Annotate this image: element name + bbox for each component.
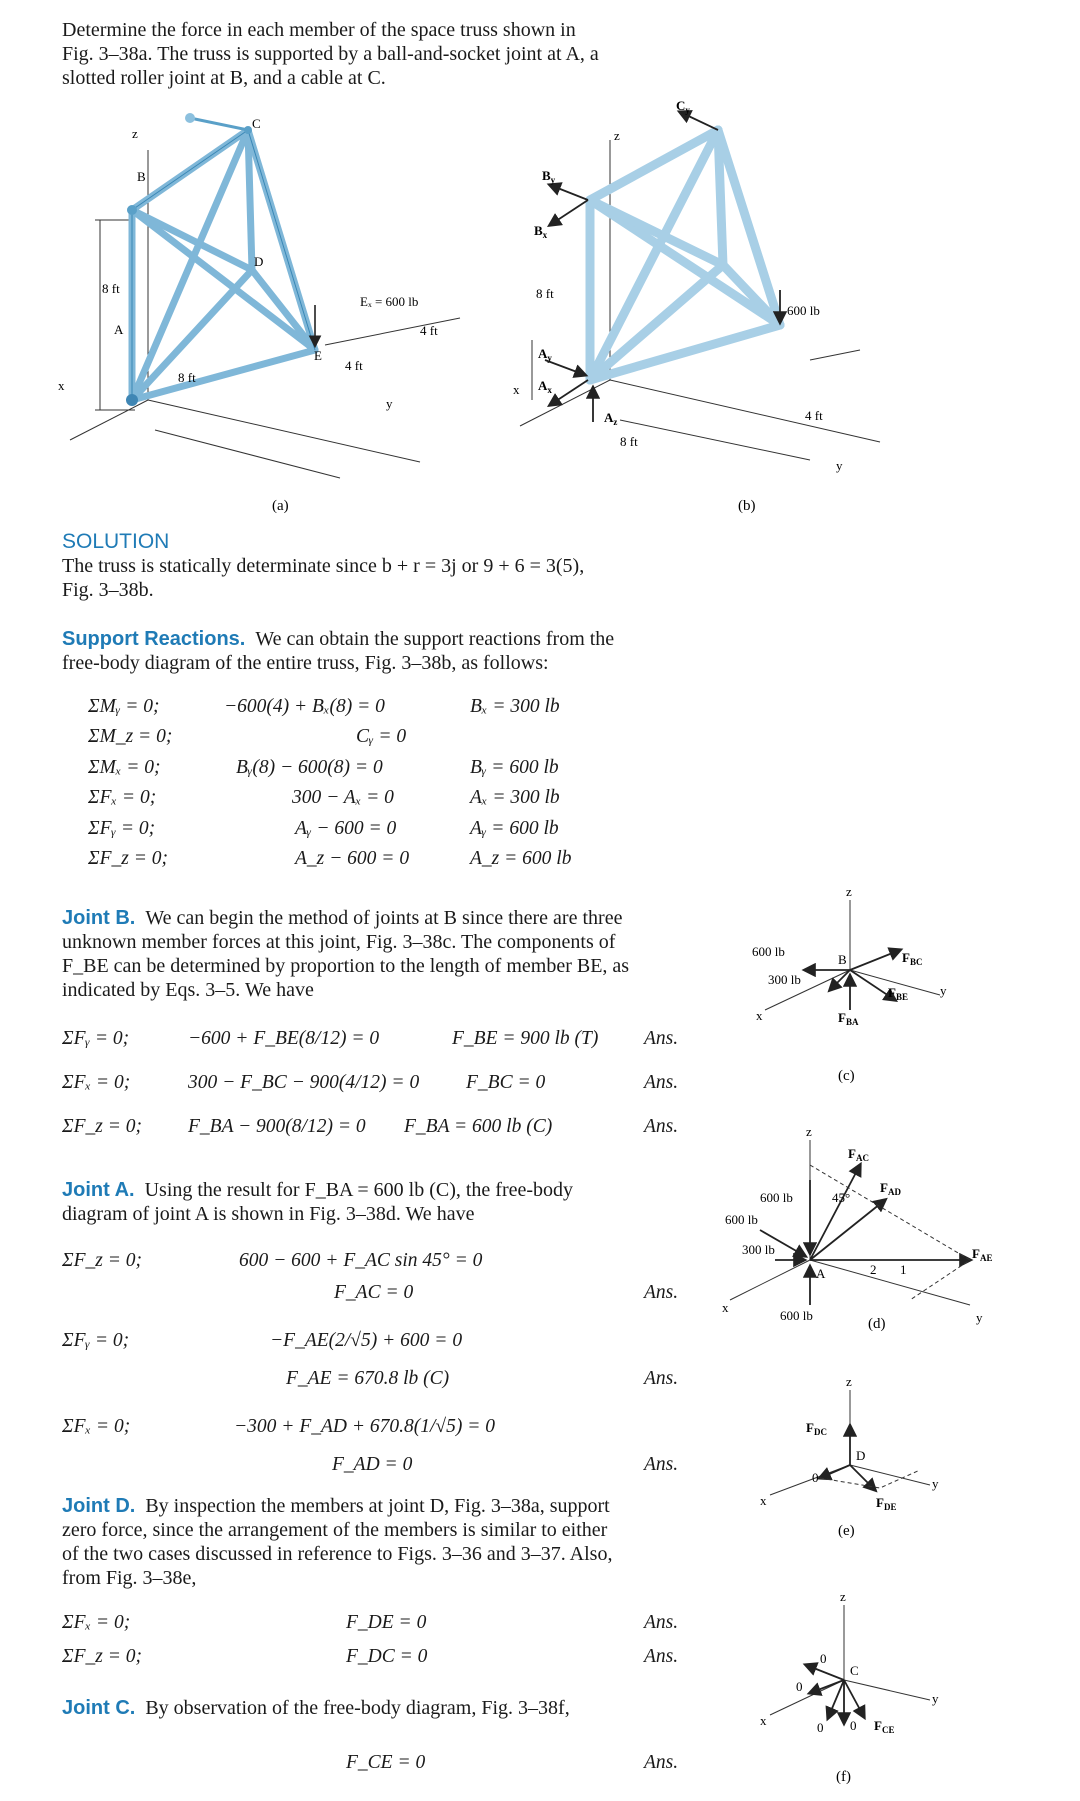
label-FAD: $F_{AD}$ <box>880 1180 901 1197</box>
load-600: 600 lb <box>752 944 785 959</box>
section-heading: Joint B. <box>62 907 136 929</box>
eq-lhs: ΣFₓ = 0; <box>62 1612 131 1633</box>
eq-lhs: ΣMₓ = 0; <box>88 757 161 778</box>
ans-label: Ans. <box>644 1282 679 1303</box>
y-axis <box>148 400 420 462</box>
problem-line: slotted roller joint at B, and a cable at C. <box>62 67 386 89</box>
joint-a-paragraph <box>62 1178 684 1226</box>
eq-body: −300 + F_AD + 670.8(1/√5) = 0 <box>234 1416 496 1437</box>
label-FDC: $F_{DC}$ <box>806 1420 827 1437</box>
problem-line: Determine the force in each member of the space truss shown in <box>62 19 576 41</box>
ans-label: Ans. <box>644 1752 679 1773</box>
eq-body: Cᵧ = 0 <box>356 726 407 747</box>
label-Cy: $C_y$ <box>676 100 690 115</box>
load-label: Eₓ = 600 lb <box>360 294 419 309</box>
load-600: 600 lb <box>760 1190 793 1205</box>
support-line: free-body diagram of the entire truss, Fig. 3–38b, as follows: <box>62 652 549 674</box>
eq-lhs: ΣFᵧ = 0; <box>62 1330 130 1351</box>
label-D: D <box>856 1448 866 1463</box>
zero-force: 0 <box>817 1720 824 1735</box>
label-x: x <box>513 382 520 397</box>
figure-caption: (a) <box>272 498 289 514</box>
label-x: x <box>760 1493 767 1508</box>
eq-result: F_CE = 0 <box>346 1752 426 1773</box>
label-z: z <box>614 128 620 143</box>
joint-b-line: We can begin the method of joints at B since there are three <box>145 907 623 929</box>
eq-result: F_BA = 600 lb (C) <box>404 1116 553 1137</box>
figure-caption: (e) <box>838 1523 855 1539</box>
eq-lhs: ΣM_z = 0; <box>88 726 173 747</box>
eq-body: A_z − 600 = 0 <box>295 848 410 869</box>
eq-body: 300 − F_BC − 900(4/12) = 0 <box>188 1072 420 1093</box>
ans-label: Ans. <box>644 1646 679 1667</box>
eq-lhs: ΣF_z = 0; <box>62 1646 142 1667</box>
ratio-2: 2 <box>870 1262 877 1277</box>
eq-result: F_AC = 0 <box>334 1282 414 1303</box>
label-y: y <box>976 1310 983 1325</box>
label-Ax: $A_x$ <box>538 378 552 395</box>
label-x: x <box>756 1008 763 1023</box>
zero-force: 0 <box>850 1718 857 1733</box>
label-A: A <box>816 1266 826 1281</box>
eq-body: Aᵧ − 600 = 0 <box>295 818 397 839</box>
dim-4ft: 4 ft <box>805 408 823 423</box>
label-x: x <box>722 1300 729 1315</box>
joint-d-line: of the two cases discussed in reference to Figs. 3–36 and 3–37. Also, <box>62 1543 613 1565</box>
label-B: B <box>137 169 146 184</box>
figure-caption: (b) <box>738 498 756 514</box>
joint-d-line: zero force, since the arrangement of the members is similar to either <box>62 1519 608 1541</box>
figure-c-joint-b <box>730 880 1000 1095</box>
label-C: C <box>850 1663 859 1678</box>
solution-line: The truss is statically determinate since b + r = 3j or 9 + 6 = 3(5), <box>62 555 585 577</box>
angle-45: 45° <box>832 1190 851 1205</box>
load-300: 300 lb <box>742 1242 775 1257</box>
ans-label: Ans. <box>644 1368 679 1389</box>
dim-8ft-horizontal: 8 ft <box>178 370 196 385</box>
eq-lhs: ΣMᵧ = 0; <box>88 696 160 717</box>
eq-lhs: ΣF_z = 0; <box>62 1116 142 1137</box>
label-FBC: $F_{BC}$ <box>902 950 923 967</box>
eq-body: 300 − Aₓ = 0 <box>292 787 394 808</box>
label-A: A <box>114 322 124 337</box>
eq-lhs: ΣFₓ = 0; <box>88 787 157 808</box>
label-y: y <box>932 1476 939 1491</box>
load-600: 600 lb <box>725 1212 758 1227</box>
label-Az: $A_z$ <box>604 410 618 427</box>
label-Bx: $B_x$ <box>534 223 548 240</box>
eq-lhs: ΣF_z = 0; <box>62 1250 142 1271</box>
problem-line: Fig. 3–38a. The truss is supported by a ball-and-socket joint at A, a <box>62 43 599 65</box>
label-By: $B_y$ <box>542 168 556 185</box>
label-y: y <box>836 458 843 473</box>
zero-force: 0 <box>820 1651 827 1666</box>
ans-label: Ans. <box>644 1072 679 1093</box>
label-y: y <box>940 983 947 998</box>
label-z: z <box>806 1124 812 1139</box>
label-B: B <box>838 952 847 967</box>
solution-text <box>62 554 702 602</box>
eq-body: −600 + F_BE(8/12) = 0 <box>188 1028 380 1049</box>
eq-body: −F_AE(2/√5) + 600 = 0 <box>270 1330 463 1351</box>
eq-body: F_BA − 900(8/12) = 0 <box>188 1116 366 1137</box>
label-C: C <box>252 116 261 131</box>
label-FBA: $F_{BA}$ <box>838 1010 859 1027</box>
joint-b-line: F_BE can be determined by proportion to the length of member BE, as <box>62 955 630 977</box>
eq-body: Bᵧ(8) − 600(8) = 0 <box>236 757 383 778</box>
support-line: We can obtain the support reactions from the <box>255 628 615 650</box>
figure-caption: (d) <box>868 1316 886 1332</box>
label-FBE: $F_{BE}$ <box>888 985 908 1002</box>
label-FCE: $F_{CE}$ <box>874 1718 895 1735</box>
label-z: z <box>132 126 138 141</box>
label-x: x <box>760 1713 767 1728</box>
ans-label: Ans. <box>644 1116 679 1137</box>
truss-members <box>132 130 315 400</box>
section-heading: Joint A. <box>62 1179 135 1201</box>
load-label: 600 lb <box>787 303 820 318</box>
support-reactions-paragraph <box>62 627 702 675</box>
eq-result: F_DC = 0 <box>346 1646 428 1667</box>
dim-8ft-vertical: 8 ft <box>536 286 554 301</box>
label-y: y <box>932 1691 939 1706</box>
eq-lhs: ΣFₓ = 0; <box>62 1416 131 1437</box>
joint-d-line: By inspection the members at joint D, Fig. 3–38a, support <box>145 1495 610 1517</box>
figure-caption: (f) <box>836 1769 851 1785</box>
section-heading: Joint D. <box>62 1495 136 1517</box>
eq-result: Bᵧ = 600 lb <box>470 757 559 778</box>
eq-result: F_AD = 0 <box>332 1454 413 1475</box>
label-z: z <box>846 884 852 899</box>
label-FAC: $F_{AC}$ <box>848 1146 869 1163</box>
ans-label: Ans. <box>644 1454 679 1475</box>
joint-b-line: unknown member forces at this joint, Fig. 3–38c. The components of <box>62 931 616 953</box>
solution-title: SOLUTION <box>62 530 170 553</box>
dim-4ft: 4 ft <box>345 358 363 373</box>
solution-line: Fig. 3–38b. <box>62 579 154 601</box>
label-D: D <box>254 254 264 269</box>
eq-result: F_BC = 0 <box>466 1072 546 1093</box>
problem-statement <box>62 18 686 90</box>
eq-result: Aᵧ = 600 lb <box>470 818 559 839</box>
ans-label: Ans. <box>644 1028 679 1049</box>
eq-lhs: ΣFᵧ = 0; <box>88 818 156 839</box>
eq-result: F_BE = 900 lb (T) <box>452 1028 599 1049</box>
eq-result: Bₓ = 300 lb <box>470 696 560 717</box>
eq-lhs: ΣFₓ = 0; <box>62 1072 131 1093</box>
eq-result: F_AE = 670.8 lb (C) <box>286 1368 450 1389</box>
dim-8ft-vertical: 8 ft <box>102 281 120 296</box>
zero-force: 0 <box>796 1679 803 1694</box>
dim-8ft-horizontal: 8 ft <box>620 434 638 449</box>
eq-result: Aₓ = 300 lb <box>470 787 560 808</box>
ans-label: Ans. <box>644 1612 679 1633</box>
label-FAE: $F_{AE}$ <box>972 1246 993 1263</box>
label-E: E <box>314 348 322 363</box>
eq-body: −600(4) + Bₓ(8) = 0 <box>224 696 385 717</box>
truss-members <box>590 130 780 380</box>
eq-lhs: ΣFᵧ = 0; <box>62 1028 130 1049</box>
label-z: z <box>840 1589 846 1604</box>
joint-c-line: By observation of the free-body diagram, Fig. 3–38f, <box>145 1697 570 1719</box>
label-z: z <box>846 1374 852 1389</box>
figure-caption: (c) <box>838 1068 855 1084</box>
ratio-1: 1 <box>900 1262 907 1277</box>
section-heading: Joint C. <box>62 1697 136 1719</box>
label-x: x <box>58 378 65 393</box>
figure-f-joint-c <box>740 1585 970 1795</box>
label-y: y <box>386 396 393 411</box>
joint-b-line: indicated by Eqs. 3–5. We have <box>62 979 314 1001</box>
figure-a-space-truss <box>40 100 480 520</box>
joint-d-paragraph <box>62 1494 684 1590</box>
joint-d-equations <box>62 1612 702 1682</box>
x-axis <box>70 400 148 440</box>
label-Ay: $A_y$ <box>538 346 552 363</box>
label-FDE: $F_{DE}$ <box>876 1495 897 1512</box>
joint-a-line: Using the result for F_BA = 600 lb (C), the free-body <box>144 1179 574 1201</box>
joint-b-equations <box>62 1028 702 1158</box>
zero-force: 0 <box>812 1470 819 1485</box>
joint-b-paragraph <box>62 906 684 1002</box>
eq-lhs: ΣF_z = 0; <box>88 848 168 869</box>
load-600: 600 lb <box>780 1308 813 1323</box>
section-heading: Support Reactions. <box>62 628 246 650</box>
joint-a-equations <box>62 1250 702 1490</box>
figure-b-free-body <box>480 100 900 520</box>
joint-c-paragraph <box>62 1696 684 1720</box>
eq-result: F_DE = 0 <box>346 1612 427 1633</box>
joint-a-line: diagram of joint A is shown in Fig. 3–38d. We have <box>62 1203 475 1225</box>
dim-4ft: 4 ft <box>420 323 438 338</box>
joint-d-line: from Fig. 3–38e, <box>62 1567 197 1589</box>
eq-body: 600 − 600 + F_AC sin 45° = 0 <box>239 1250 483 1271</box>
figure-d-joint-a <box>720 1120 1020 1350</box>
load-300: 300 lb <box>768 972 801 987</box>
figure-e-joint-d <box>740 1370 970 1540</box>
eq-result: A_z = 600 lb <box>470 848 572 869</box>
